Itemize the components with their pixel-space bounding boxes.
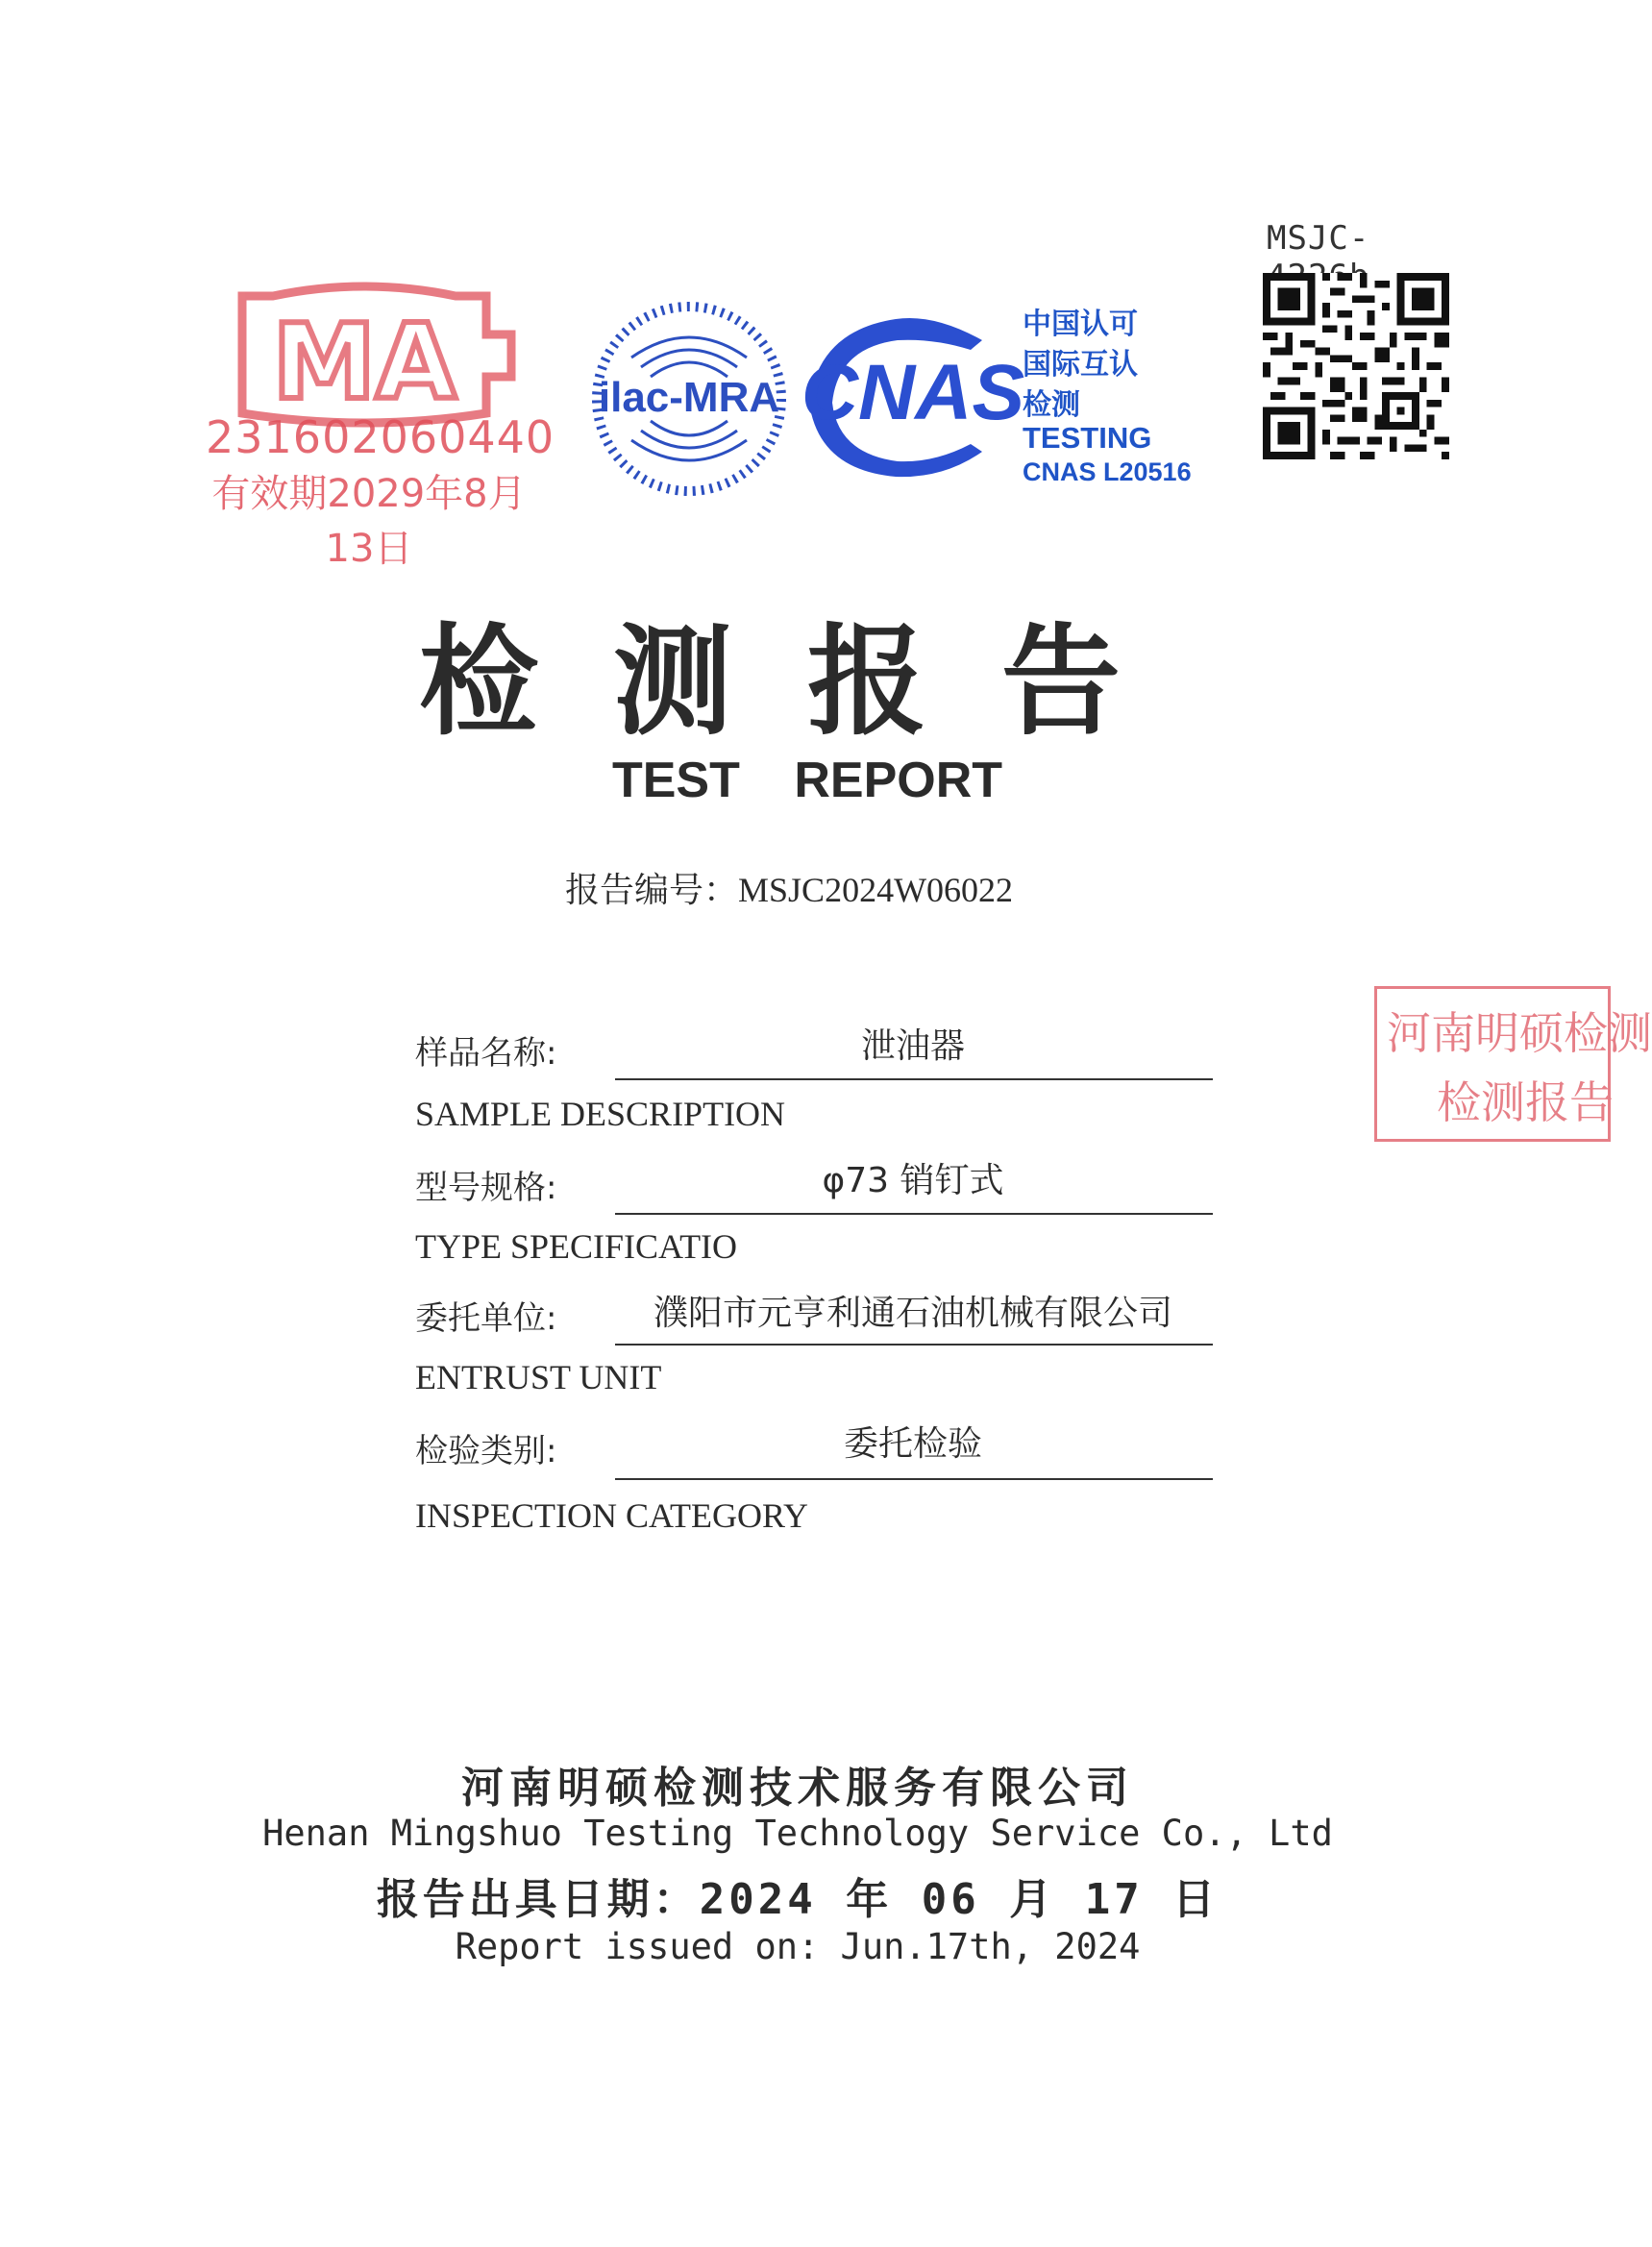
cma-stamp (206, 283, 523, 427)
sample-description-label: SAMPLE DESCRIPTION (415, 1095, 786, 1133)
type-spec-underline (615, 1213, 1213, 1215)
issue-date-cn: 报告出具日期：2024 年 06 月 17 日 (376, 1875, 1220, 1924)
side-seal-line1: 河南明硕检测 (1387, 1007, 1652, 1059)
cnas-text: CNAS (801, 349, 1025, 436)
entrust-unit-underline (615, 1344, 1213, 1346)
document-code: MSJC- (1267, 219, 1370, 258)
report-number-label: 报告编号： (565, 871, 739, 910)
company-name-cn: 河南明硕检测技术服务有限公司 (461, 1764, 1134, 1813)
cnas-logo (790, 311, 1028, 482)
sample-name-value: 泄油器 (860, 1026, 965, 1066)
type-spec-label: 型号规格: (415, 1169, 557, 1207)
entrust-unit-value: 濮阳市元亨利通石油机械有限公司 (653, 1294, 1172, 1333)
cma-number: 231602060440 (206, 411, 555, 463)
sample-name-label: 样品名称: (415, 1034, 557, 1073)
ilac-mra-text: ilac-MRA (598, 374, 780, 421)
side-red-seal (1374, 986, 1652, 1142)
company-name-en: Henan Mingshuo Testing Technology Service Co., Ltd (262, 1813, 1333, 1854)
inspection-category-label-en: INSPECTION CATEGORY (415, 1496, 809, 1535)
report-number (565, 863, 1013, 912)
cnas-en-line1: TESTING (1023, 421, 1152, 455)
type-specification-label: TYPE SPECIFICATIO (415, 1227, 738, 1266)
sample-name-underline (615, 1078, 1213, 1080)
cnas-cn-line3: 检测 (1023, 388, 1080, 422)
report-title-en: TEST REPORT (611, 753, 1003, 808)
cnas-cn-line2: 国际互认 (1023, 348, 1138, 382)
ilac-mra-logo (588, 298, 790, 500)
inspection-category-underline (615, 1478, 1213, 1480)
type-spec-value: φ73 销钉式 (822, 1161, 1004, 1200)
cma-validity: 有效期2029年8月13日 (211, 472, 527, 571)
cma-mark-text: MA (272, 303, 456, 423)
report-number-value: MSJC2024W06022 (738, 871, 1014, 909)
inspection-category-label-cn: 检验类别: (415, 1432, 557, 1470)
entrust-unit-label-cn: 委托单位: (415, 1299, 557, 1338)
qr-code (1263, 273, 1449, 459)
entrust-unit-label-en: ENTRUST UNIT (415, 1358, 662, 1396)
report-title-cn: 检测报告 (418, 612, 1196, 752)
cnas-en-line2: CNAS L20516 (1023, 457, 1192, 486)
cnas-cn-line1: 中国认可 (1023, 308, 1138, 341)
issue-date-en: Report issued on: Jun.17th, 2024 (455, 1926, 1141, 1967)
side-seal-line2: 检测报告 (1437, 1076, 1614, 1128)
inspection-category-value: 委托检验 (843, 1424, 982, 1464)
